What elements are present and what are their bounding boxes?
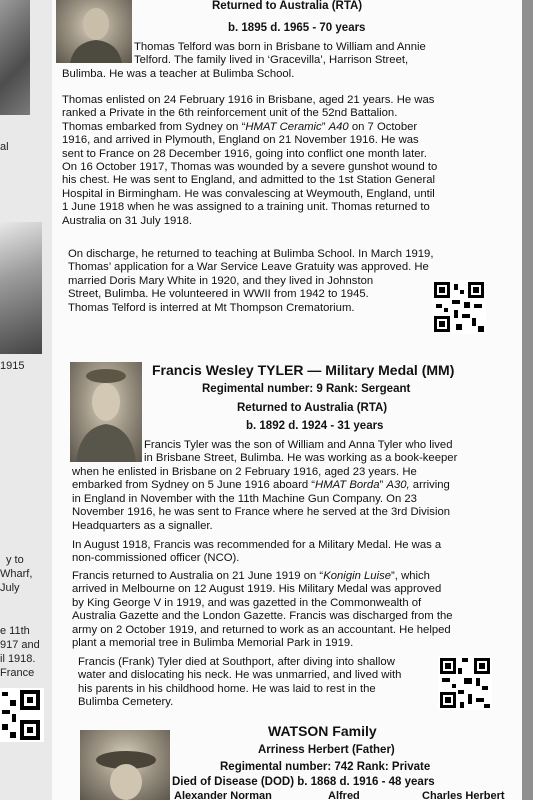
tyler-paragraph-1a: Francis Tyler was the son of William and Anna Tyler who lived in Brisbane Street, Bulimba. He was working as a book-keeper (144, 439, 458, 465)
watson-dates: Died of Disease (DOD) b. 1868 d. 1916 - 48 years (172, 776, 435, 788)
watson-regimental: Regimental number: 742 Rank: Private (220, 761, 431, 773)
photo-fragment (0, 222, 42, 354)
strip-text: Wharf, (0, 568, 33, 580)
portrait-arriness-watson (80, 730, 170, 800)
watson-child-alexander: Alexander Norman (174, 790, 272, 800)
portrait-thomas-telford (56, 0, 132, 63)
memorial-panel (52, 0, 522, 800)
watson-title: WATSON Family (268, 723, 377, 739)
strip-text: 917 and (0, 639, 40, 651)
tyler-paragraph-4: Francis (Frank) Tyler died at Southport, after diving into shallow water and dislocating his neck. He was unmarried, and lived with his parents in his childhood home. He was laid to rest in the Bulimba Cemetery. (78, 656, 402, 709)
telford-paragraph-2: Thomas enlisted on 24 February 1916 in Brisbane, aged 21 years. He was ranked a Private in the 6th reinforcement unit of the 52nd Battalion. Thomas embarked from Sydney on “HMAT Ceramic” A40 on 7 October 1916, and arrived in Plymouth, England on 21 November 1916. He was sent to France on 28 December 1916, going into conflict one month later. On 16 October 1917, Thomas was wounded by a severe gunshot wound to his chest. He was sent to England, and admitted to the 1st Station General Hospital in Birmingham. He was convalescing at Weymouth, England, until 1 June 1918 when he was assigned to a training unit. Thomas returned to Australia on 31 July 1918. (62, 94, 438, 227)
telford-paragraph-3: On discharge, he returned to teaching at Bulimba School. In March 1919, Thomas’ application for a War Service Leave Gratuity was approved. He married Doris Mary White in 1920, and they lived in Johnston Street, Bulimba. He volunteered in WWII from 1942 to 1945. Thomas Telford is interred at Mt Thompson Crematorium. (68, 248, 434, 314)
tyler-regimental: Regimental number: 9 Rank: Sergeant (202, 383, 411, 395)
tyler-returned: Returned to Australia (RTA) (237, 402, 388, 414)
qr-code-icon (0, 688, 44, 742)
telford-paragraph-1-last: Bulimba. He was a teacher at Bulimba School. (62, 68, 295, 80)
portrait-francis-tyler (70, 362, 142, 462)
telford-dates: b. 1895 d. 1965 - 70 years (228, 22, 366, 34)
tyler-dates: b. 1892 d. 1924 - 31 years (246, 420, 384, 432)
qr-code-icon (432, 280, 486, 334)
tyler-paragraph-3: Francis returned to Australia on 21 June 1919 on “Konigin Luise”, which arrived in Melbourne on 12 August 1919. His Military Medal was approved by King George V in 1919, and was gazetted in the Commonwealth of Australia Gazette and the London Gazette. Francis was discharged from the army on 2 October 1919, and returned to work as an accountant. He helped plant a memorial tree in Bulimba Memorial Park in 1919. (72, 570, 453, 650)
strip-text: e 11th (0, 625, 30, 637)
qr-code-icon (438, 656, 492, 710)
telford-paragraph-1: Thomas Telford was born in Brisbane to William and Annie Telford. The family lived in ‘Gracevilla’, Harrison Street, (134, 41, 426, 67)
adjacent-panel-left (0, 0, 52, 800)
photo-fragment (0, 0, 30, 115)
strip-text: France (0, 667, 35, 679)
telford-returned: Returned to Australia (RTA) (212, 0, 363, 12)
panel-edge (522, 0, 533, 800)
strip-text: y to (6, 554, 24, 566)
watson-child-charles: Charles Herbert (422, 790, 505, 800)
watson-subtitle: Arriness Herbert (Father) (258, 744, 395, 756)
tyler-title: Francis Wesley TYLER — Military Medal (MM) (152, 362, 455, 378)
strip-text: July (0, 582, 20, 594)
tyler-paragraph-2: In August 1918, Francis was recommended for a Military Medal. He was a non-commissioned officer (NCO). (72, 539, 442, 565)
strip-text: il 1918. (0, 653, 36, 665)
watson-child-alfred: Alfred (328, 790, 360, 800)
strip-text: 1915 (0, 360, 25, 372)
tyler-paragraph-1b: when he enlisted in Brisbane on 2 February 1916, aged 23 years. He embarked from Sydney on 5 June 1916 aboard “HMAT Borda” A30, arriving in England in November with the 11th Machine Gun Company. On 23 November 1916, he was sent to France where he served at the 3rd Division Headquarters as a signaller. (72, 466, 451, 532)
strip-text: al (0, 141, 9, 153)
